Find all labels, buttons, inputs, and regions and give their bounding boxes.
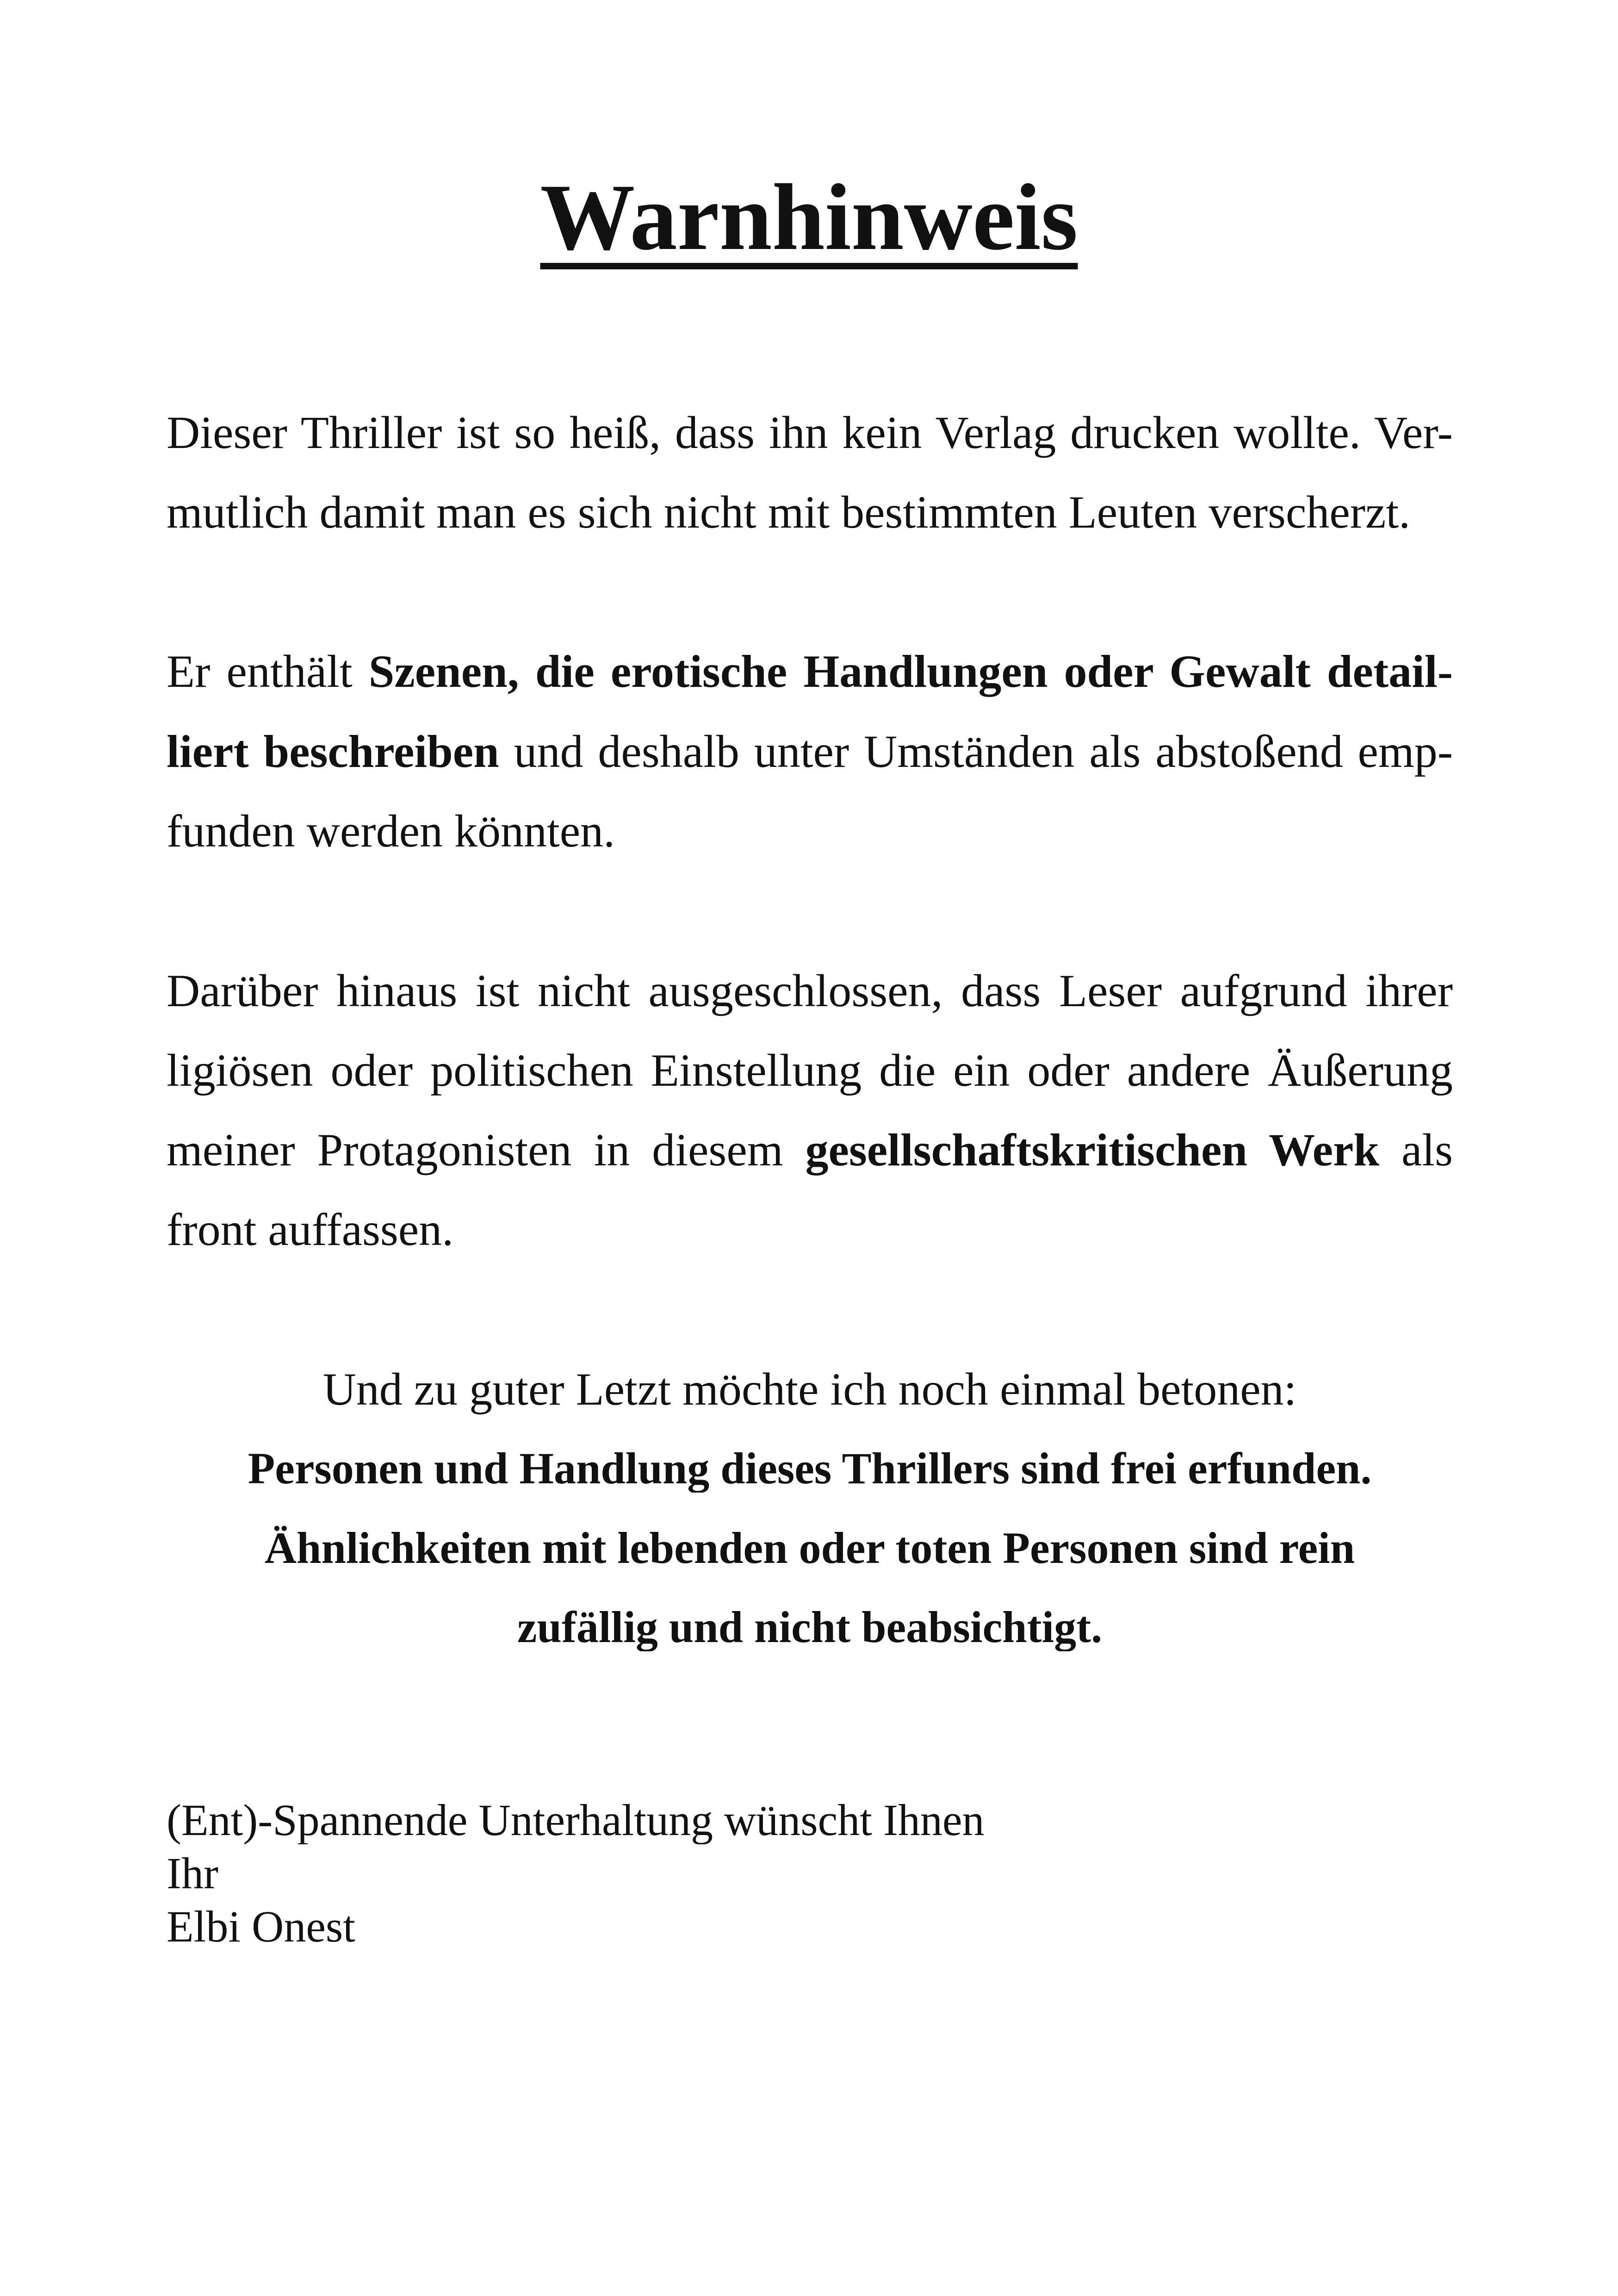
signoff-greeting: (Ent)-Spannende Unterhaltung wünscht Ihnen	[167, 1796, 985, 1844]
paragraph-3-line-4: front auffassen.	[167, 1204, 454, 1255]
paragraph-3-line-1: Darüber hinaus ist nicht ausgeschlossen, dass Leser aufgrund ihrer	[167, 965, 1453, 1016]
paragraph-3-line-3-bold: gesellschaftskritischen Werk	[805, 1125, 1379, 1176]
paragraph-2-line-1	[167, 646, 1453, 697]
closing-intro: Und zu guter Letzt möchte ich noch einmal betonen:	[322, 1364, 1297, 1415]
closing-statement-1-text: Personen und Handlung dieses Thrillers sind frei erfunden.	[248, 1444, 1372, 1493]
closing-statement-2	[167, 1524, 1453, 1572]
signoff-ihr: Ihr	[167, 1849, 218, 1898]
closing-statement-3-text: zufällig und nicht beabsichtigt.	[517, 1603, 1103, 1651]
paragraph-3-line-2: ligiösen oder politischen Einstellung die ein oder andere Äußerung	[167, 1045, 1453, 1096]
paragraph-2-line-1-bold: Szenen, die erotische Handlungen oder Gewalt detail-	[368, 646, 1453, 697]
paragraph-3-line-3-start: meiner Protagonisten in diesem	[167, 1125, 783, 1176]
closing-statement-1	[167, 1444, 1453, 1493]
paragraph-1-line-1: Dieser Thriller ist so heiß, dass ihn kein Verlag drucken wollte. Ver-	[167, 407, 1453, 458]
paragraph-1-line-2: mutlich damit man es sich nicht mit bestimmten Leuten verscherzt.	[167, 487, 1411, 538]
paragraph-3-line-3	[167, 1125, 1453, 1176]
paragraph-2-line-1-start: Er enthält	[167, 646, 353, 697]
page-title	[0, 162, 1618, 273]
signoff-author: Elbi Onest	[167, 1902, 355, 1951]
paragraph-2-line-2-bold: liert beschreiben	[167, 726, 499, 777]
paragraph-3-line-3-end: als	[1401, 1125, 1453, 1176]
paragraph-2-line-2	[167, 726, 1453, 777]
paragraph-2-line-3: funden werden könnten.	[167, 806, 615, 857]
closing-statement-3	[167, 1603, 1453, 1651]
page-title-text: Warnhinweis	[540, 165, 1078, 270]
paragraph-2-line-2-rest: und deshalb unter Umständen als abstoßend emp-	[514, 726, 1453, 777]
closing-statement-2-text: Ähnlichkeiten mit lebenden oder toten Personen sind rein	[264, 1524, 1355, 1572]
